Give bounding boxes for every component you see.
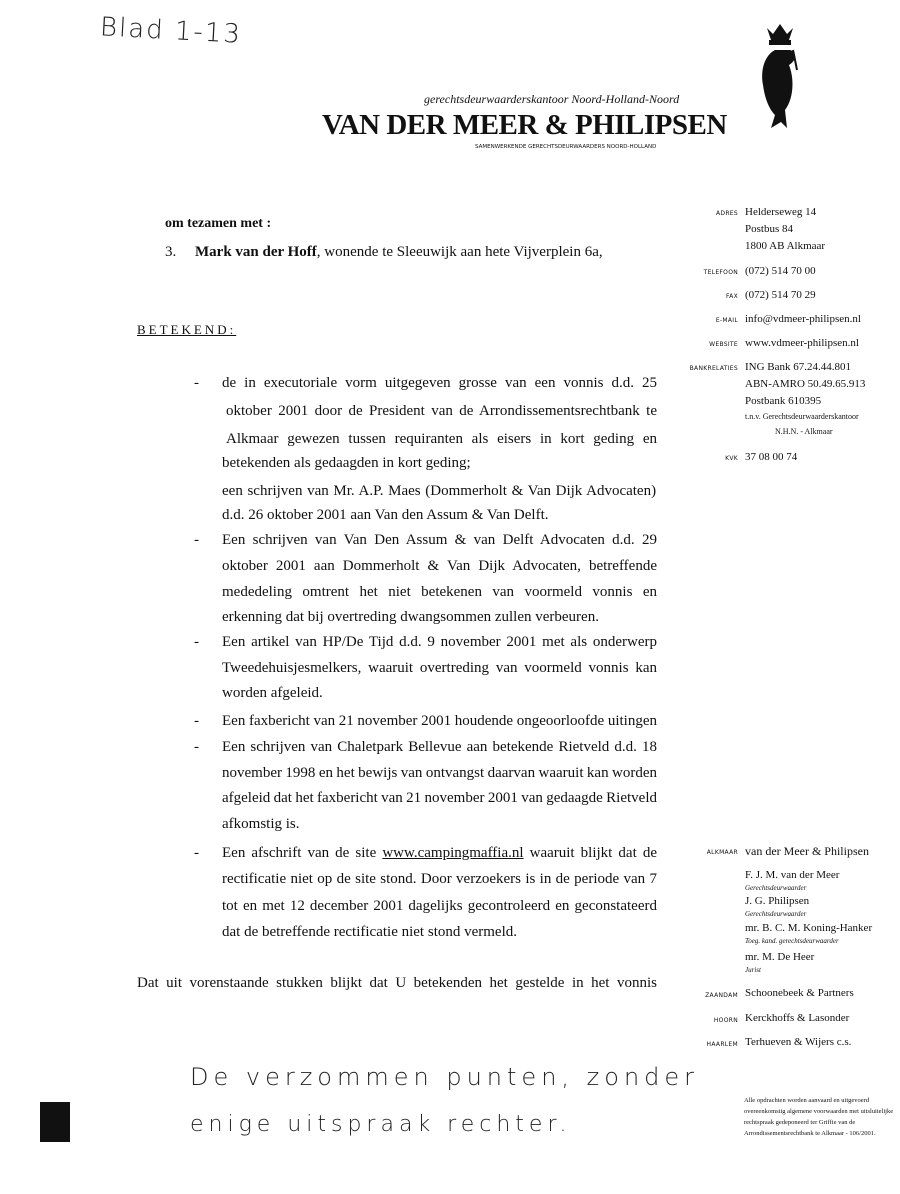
bank-line: Postbank 610395	[745, 395, 822, 407]
bank-tnv: t.n.v. Gerechtsdeurwaarderskantoor	[745, 412, 859, 421]
fax-value: (072) 514 70 29	[745, 289, 816, 301]
list-item-line: d.d. 26 oktober 2001 aan Van den Assum & Van Delft.	[222, 507, 549, 523]
adres-label: ADRES	[716, 210, 738, 217]
list-item-line: Tweedehuisjesmelkers, waaruit overtreding van voormeld vonnis kan	[222, 660, 657, 676]
list-item-line: erkenning dat bij overtreding dwangsommen zullen verbeuren.	[222, 609, 599, 625]
alkmaar-label: ALKMAAR	[706, 849, 738, 856]
hoorn-office: Kerckhoffs & Lasonder	[745, 1012, 850, 1024]
list-item-line: dat de betreffende rectificatie niet stond vermeld.	[222, 924, 518, 940]
hoorn-label: HOORN	[713, 1017, 738, 1024]
handwritten-note-line2: enige uitspraak rechter.	[190, 1112, 572, 1137]
haarlem-label: HAARLEM	[706, 1041, 738, 1048]
list-item-line: een schrijven van Mr. A.P. Maes (Dommerholt & Van Dijk Advocaten)	[222, 483, 657, 499]
firm-tagline: SAMENWERKENDE GERECHTSDEURWAARDERS NOORD-HOLLAND	[475, 144, 657, 150]
list-item-line: Een schrijven van Van Den Assum & van Delft Advocaten d.d. 29	[222, 532, 657, 548]
bank-place: N.H.N. - Alkmaar	[775, 427, 833, 436]
fax-label: FAX	[725, 293, 738, 300]
bullet-dash: -	[194, 634, 199, 650]
alkmaar-office: van der Meer & Philipsen	[745, 844, 869, 858]
zaandam-label: ZAANDAM	[705, 992, 738, 999]
person-role: Toeg. kand. gerechtsdeurwaarder	[745, 937, 839, 945]
list-item-line: oktober 2001 aan Dommerholt & Van Dijk Advocaten, betreffende	[222, 558, 657, 574]
party-number: 3.	[165, 244, 177, 260]
bullet-dash: -	[194, 845, 199, 861]
kvk-value: 37 08 00 74	[745, 451, 798, 463]
party-entry	[195, 243, 603, 261]
firm-name: VAN DER MEER & PHILIPSEN	[322, 109, 727, 141]
list-item-line: Een faxbericht van 21 november 2001 houdende ongeoorloofde uitingen	[222, 713, 657, 729]
kvk-label: KVK	[725, 455, 738, 462]
intro-text: om tezamen met :	[165, 216, 272, 231]
adres-line: 1800 AB Alkmaar	[745, 240, 826, 252]
bullet-dash: -	[194, 713, 199, 729]
bullet-dash: -	[194, 532, 199, 548]
person-name: J. G. Philipsen	[745, 895, 810, 907]
person-role: Jurist	[745, 966, 761, 974]
letterhead-subtitle: gerechtsdeurwaarderskantoor Noord-Holland-Noord	[424, 92, 680, 106]
adres-line: Helderseweg 14	[745, 206, 817, 218]
website-value: www.vdmeer-philipsen.nl	[745, 337, 859, 349]
list-item-line: afkomstig is.	[222, 816, 300, 832]
email-label: E-MAIL	[715, 317, 738, 324]
handwritten-page-mark: Blad 1-13	[99, 12, 243, 50]
party-address: , wonende te Sleeuwijk aan hete Vijverplein 6a,	[316, 244, 603, 260]
handwritten-note-line1: De verzommen punten, zonder	[190, 1063, 700, 1091]
telefoon-label: TELEFOON	[703, 269, 738, 276]
person-name: mr. M. De Heer	[745, 951, 815, 963]
list-item-line: oktober 2001 door de President van de Arrondissementsrechtbank te	[226, 403, 657, 419]
haarlem-office: Terhueven & Wijers c.s.	[745, 1036, 852, 1048]
list-item-line: mededeling omtrent het niet betekenen van voormeld vonnis en	[222, 584, 657, 600]
list-item-line: Een schrijven van Chaletpark Bellevue aan betekende Rietveld d.d. 18	[222, 739, 657, 755]
list-item-line: november 1998 en het bewijs van ontvangst daarvan waaruit kan worden	[222, 765, 657, 781]
adres-line: Postbus 84	[745, 223, 793, 235]
person-name: mr. B. C. M. Koning-Hanker	[745, 922, 873, 934]
list-item-line: Alkmaar gewezen tussen requiranten als eisers in kort geding en	[226, 431, 657, 447]
list-item-line: betekenden als gedaagden in kort geding;	[222, 455, 471, 471]
section-heading: BETEKEND:	[137, 322, 237, 337]
list-item-line: de in executoriale vorm uitgegeven grosse van een vonnis d.d. 25	[222, 375, 657, 391]
list-item-line: rectificatie niet op de site stond. Door verzoekers is in de periode van 7	[222, 871, 657, 887]
person-role: Gerechtsdeurwaarder	[745, 884, 807, 892]
terms-footer: Alle opdrachten worden aanvaard en uitgevoerd overeenkomstig algemene voorwaarden met uitsluitelijke rechtspraak gedeponeerd ter Griffie van de Arrondissementsrechtbank te Alkmaar - 106/2001.	[744, 1097, 894, 1137]
royal-lion-crest-icon	[745, 10, 805, 170]
list-item-line: Een afschrift van de site www.campingmaffia.nl waaruit blijkt dat de	[222, 845, 657, 861]
telefoon-value: (072) 514 70 00	[745, 265, 816, 277]
website-label: WEBSITE	[709, 341, 738, 348]
list-item-line: worden afgeleid.	[222, 685, 323, 701]
zaandam-office: Schoonebeek & Partners	[745, 987, 854, 999]
bullet-dash: -	[194, 739, 199, 755]
list-item-line: tot en met 12 december 2001 dagelijks gecontroleerd en geconstateerd	[222, 898, 657, 914]
email-value: info@vdmeer-philipsen.nl	[745, 313, 861, 325]
seal-graphic-icon	[40, 1102, 70, 1142]
closing-text: Dat uit vorenstaande stukken blijkt dat U betekenden het gestelde in het vonnis	[137, 975, 657, 991]
party-name: Mark van der Hoff	[195, 244, 317, 260]
list-item-line: Een artikel van HP/De Tijd d.d. 9 november 2001 met als onderwerp	[222, 634, 657, 650]
person-role: Gerechtsdeurwaarder	[745, 910, 807, 918]
incasso-groep-seal	[34, 1100, 76, 1144]
bank-line: ABN-AMRO 50.49.65.913	[745, 378, 866, 390]
bank-label: BANKRELATIES	[689, 365, 738, 372]
bank-line: ING Bank 67.24.44.801	[745, 361, 852, 373]
person-name: F. J. M. van der Meer	[745, 869, 840, 881]
list-item-line: afgeleid dat het faxbericht van 21 november 2001 van gedaagde Rietveld	[222, 790, 657, 806]
bullet-dash: -	[194, 375, 199, 391]
